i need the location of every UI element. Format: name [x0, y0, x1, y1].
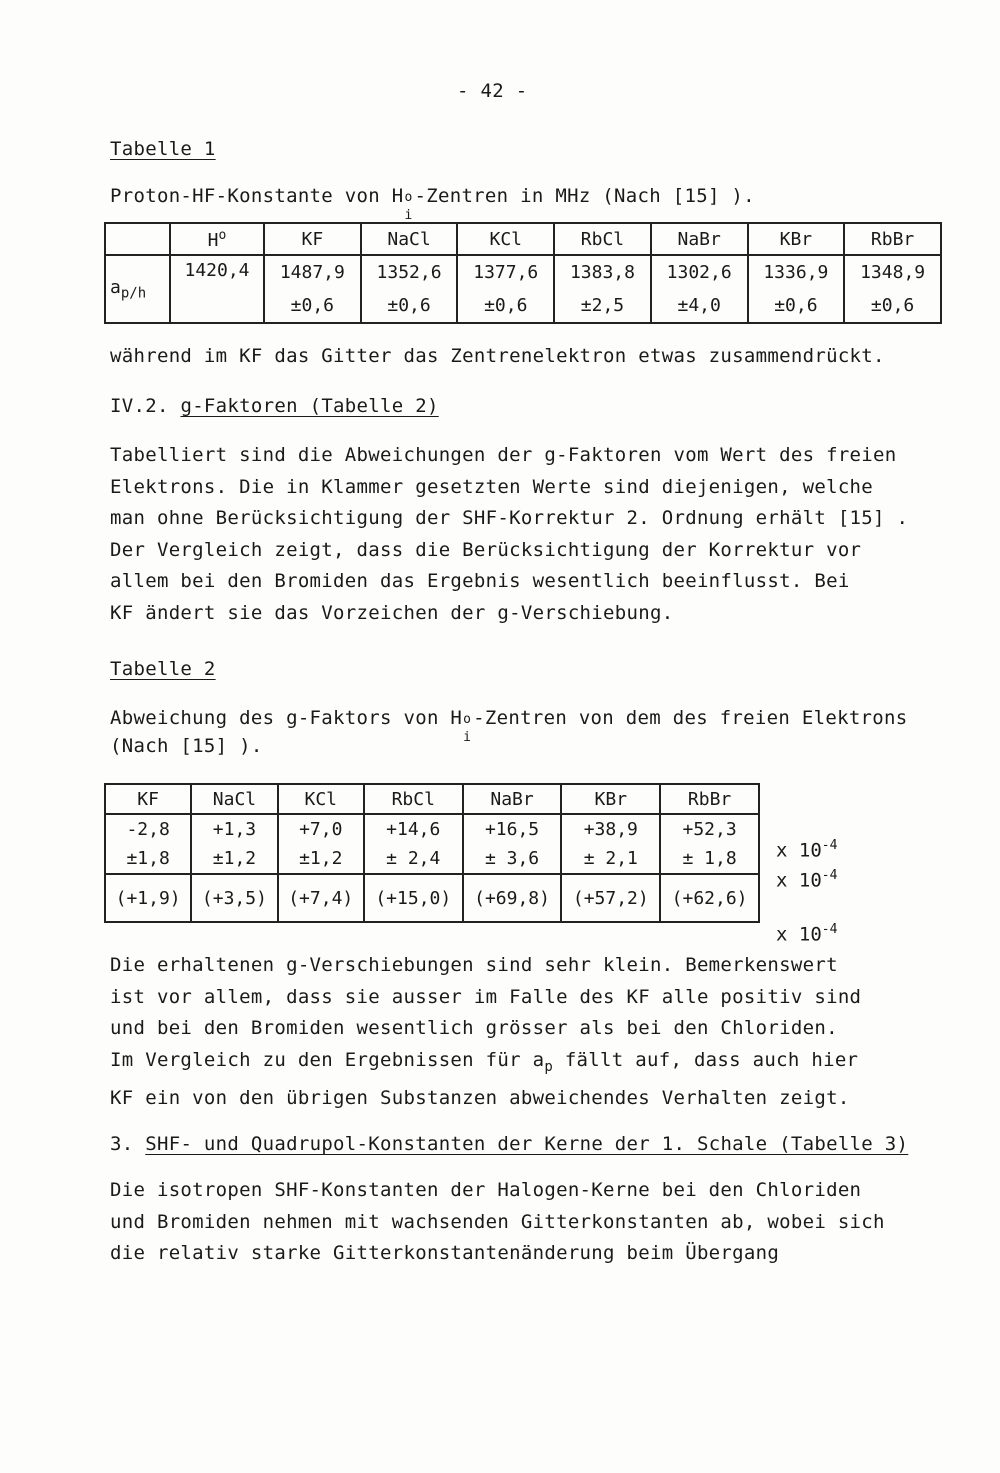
para3-line-pre: Im Vergleich zu den Ergebnissen für a: [110, 1048, 545, 1071]
t2-value-nacl: +1,3: [191, 814, 277, 843]
t2-value-kbr: +38,9: [561, 814, 660, 843]
t1-error-rbbr: ±0,6: [844, 289, 941, 323]
tabelle1-caption-pre: Proton-HF-Konstante von H: [110, 185, 404, 207]
section-iv2-number: IV.2.: [110, 395, 169, 417]
t2-header-rbbr: RbBr: [660, 784, 759, 814]
t2-bracket-nabr: (+69,8): [463, 874, 562, 922]
section3-heading: [110, 1133, 908, 1155]
tabelle1-caption: [110, 185, 755, 223]
section-iv2-heading: [110, 395, 439, 417]
tabelle2-caption-sub: i: [463, 730, 472, 745]
t1-value-rbcl: 1383,8: [554, 255, 651, 289]
section3-title: SHF- und Quadrupol-Konstanten der Kerne der 1. Schale (Tabelle 3): [145, 1133, 909, 1155]
para3-line: Die erhaltenen g-Verschiebungen sind sehr klein. Bemerkenswert: [110, 954, 838, 976]
t1-corner-cell: [105, 223, 170, 255]
t2-value-kcl: +7,0: [278, 814, 364, 843]
t2-scale-values: [776, 838, 837, 861]
t1-value-kbr: 1336,9: [748, 255, 845, 289]
t1-header-kf: KF: [264, 223, 361, 255]
t1-header-rbcl: RbCl: [554, 223, 651, 255]
t2-value-rbcl: +14,6: [364, 814, 463, 843]
t2-error-kf: ±1,8: [105, 843, 191, 874]
t2-error-nacl: ±1,2: [191, 843, 277, 874]
para2-line: allem bei den Bromiden das Ergebnis wesentlich beeinflusst. Bei: [110, 570, 850, 592]
t1-error-nacl: ±0,6: [361, 289, 458, 323]
t2-bracket-kbr: (+57,2): [561, 874, 660, 922]
t2-bracket-rbbr: (+62,6): [660, 874, 759, 922]
para3-line: ist vor allem, dass sie ausser im Falle des KF alle positiv sind: [110, 985, 862, 1008]
t2-scale-base: x 10: [776, 923, 822, 946]
t2-error-kcl: ±1,2: [278, 843, 364, 874]
t2-scale-exp: -4: [821, 838, 838, 853]
t2-scale-errors: [776, 868, 837, 891]
para3: [110, 950, 861, 1114]
t1-ho-main: H: [207, 229, 219, 251]
tabelle2-caption-pre: Abweichung des g-Faktors von H: [110, 707, 463, 729]
tabelle2-caption-post: -Zentren von dem des freien Elektrons: [473, 707, 908, 729]
t1-ho-value: 1420,4: [170, 255, 264, 323]
tabelle2-caption-sup: o: [463, 712, 472, 727]
section3-number: 3.: [110, 1133, 134, 1155]
t1-header-ho: [170, 223, 264, 255]
para3-line: und bei den Bromiden wesentlich grösser als bei den Chloriden.: [110, 1017, 838, 1039]
t1-value-rbbr: 1348,9: [844, 255, 941, 289]
tabelle2-caption: [110, 707, 908, 745]
t2-error-rbbr: ± 1,8: [660, 843, 759, 874]
t1-value-kcl: 1377,6: [457, 255, 554, 289]
t1-value-nacl: 1352,6: [361, 255, 458, 289]
t2-header-rbcl: RbCl: [364, 784, 463, 814]
tabelle1-heading: Tabelle 1: [110, 138, 216, 160]
t2-header-kf: KF: [105, 784, 191, 814]
tabelle1-caption-sup: o: [404, 190, 413, 205]
t2-scale-exp: -4: [821, 922, 838, 937]
tabelle1-table: [104, 222, 942, 324]
t2-bracket-nacl: (+3,5): [191, 874, 277, 922]
t1-error-kf: ±0,6: [264, 289, 361, 323]
section-iv2-title: g-Faktoren (Tabelle 2): [180, 395, 439, 417]
para3-line: [110, 1045, 861, 1083]
para2-line: Der Vergleich zeigt, dass die Berücksichtigung der Korrektur vor: [110, 538, 862, 561]
t1-header-nabr: NaBr: [651, 223, 748, 255]
t1-value-kf: 1487,9: [264, 255, 361, 289]
para3-line-post: fällt auf, dass auch hier: [553, 1048, 859, 1071]
t2-bracket-rbcl: (+15,0): [364, 874, 463, 922]
para2-line: man ohne Berücksichtigung der SHF-Korrektur 2. Ordnung erhält [15] .: [110, 507, 909, 529]
t2-error-nabr: ± 3,6: [463, 843, 562, 874]
t1-row-label-sub: p/h: [120, 285, 147, 302]
t2-scale-exp: -4: [821, 868, 838, 883]
t2-bracket-kf: (+1,9): [105, 874, 191, 922]
t1-ho-sup: o: [218, 227, 227, 243]
page-number: - 42 -: [457, 80, 528, 102]
t1-error-rbcl: ±2,5: [554, 289, 651, 323]
para4-line: und Bromiden nehmen mit wachsenden Gitterkonstanten ab, wobei sich: [110, 1210, 885, 1233]
t1-row-label: [105, 255, 170, 323]
t2-header-kbr: KBr: [561, 784, 660, 814]
t1-header-nacl: NaCl: [361, 223, 458, 255]
para2-line: Tabelliert sind die Abweichungen der g-Faktoren vom Wert des freien: [110, 444, 897, 466]
t1-error-nabr: ±4,0: [651, 289, 748, 323]
tabelle2-caption-line2: (Nach [15] ).: [110, 735, 263, 757]
para3-line: KF ein von den übrigen Substanzen abweichendes Verhalten zeigt.: [110, 1086, 850, 1109]
para4-line: Die isotropen SHF-Konstanten der Halogen-Kerne bei den Chloriden: [110, 1179, 862, 1201]
para2-line: Elektrons. Die in Klammer gesetzten Werte sind diejenigen, welche: [110, 475, 874, 498]
tabelle2-table: [104, 783, 760, 923]
para4-line: die relativ starke Gitterkonstantenänderung beim Übergang: [110, 1242, 780, 1264]
t1-error-kcl: ±0,6: [457, 289, 554, 323]
t2-error-rbcl: ± 2,4: [364, 843, 463, 874]
t2-header-nabr: NaBr: [463, 784, 562, 814]
t2-scale-base: x 10: [776, 869, 822, 892]
t1-header-kcl: KCl: [457, 223, 554, 255]
t2-error-kbr: ± 2,1: [561, 843, 660, 874]
para2: [110, 440, 908, 629]
t2-scale-base: x 10: [776, 839, 822, 862]
t1-row-label-main: a: [110, 276, 121, 298]
t2-header-nacl: NaCl: [191, 784, 277, 814]
t1-header-rbbr: RbBr: [844, 223, 941, 255]
t2-bracket-kcl: (+7,4): [278, 874, 364, 922]
para4: [110, 1175, 885, 1270]
t2-value-kf: -2,8: [105, 814, 191, 843]
t2-value-nabr: +16,5: [463, 814, 562, 843]
tabelle1-caption-post: -Zentren in MHz (Nach [15] ).: [414, 185, 755, 207]
para1: während im KF das Gitter das Zentrenelektron etwas zusammendrückt.: [110, 345, 885, 367]
tabelle1-caption-sub: i: [404, 208, 413, 223]
t1-header-kbr: KBr: [748, 223, 845, 255]
tabelle2-heading: Tabelle 2: [110, 658, 216, 680]
para2-line: KF ändert sie das Vorzeichen der g-Verschiebung.: [110, 601, 674, 624]
t1-value-nabr: 1302,6: [651, 255, 748, 289]
t1-error-kbr: ±0,6: [748, 289, 845, 323]
para3-ap-sub: p: [544, 1058, 554, 1075]
t2-header-kcl: KCl: [278, 784, 364, 814]
t2-value-rbbr: +52,3: [660, 814, 759, 843]
t2-scale-brackets: [776, 922, 837, 945]
